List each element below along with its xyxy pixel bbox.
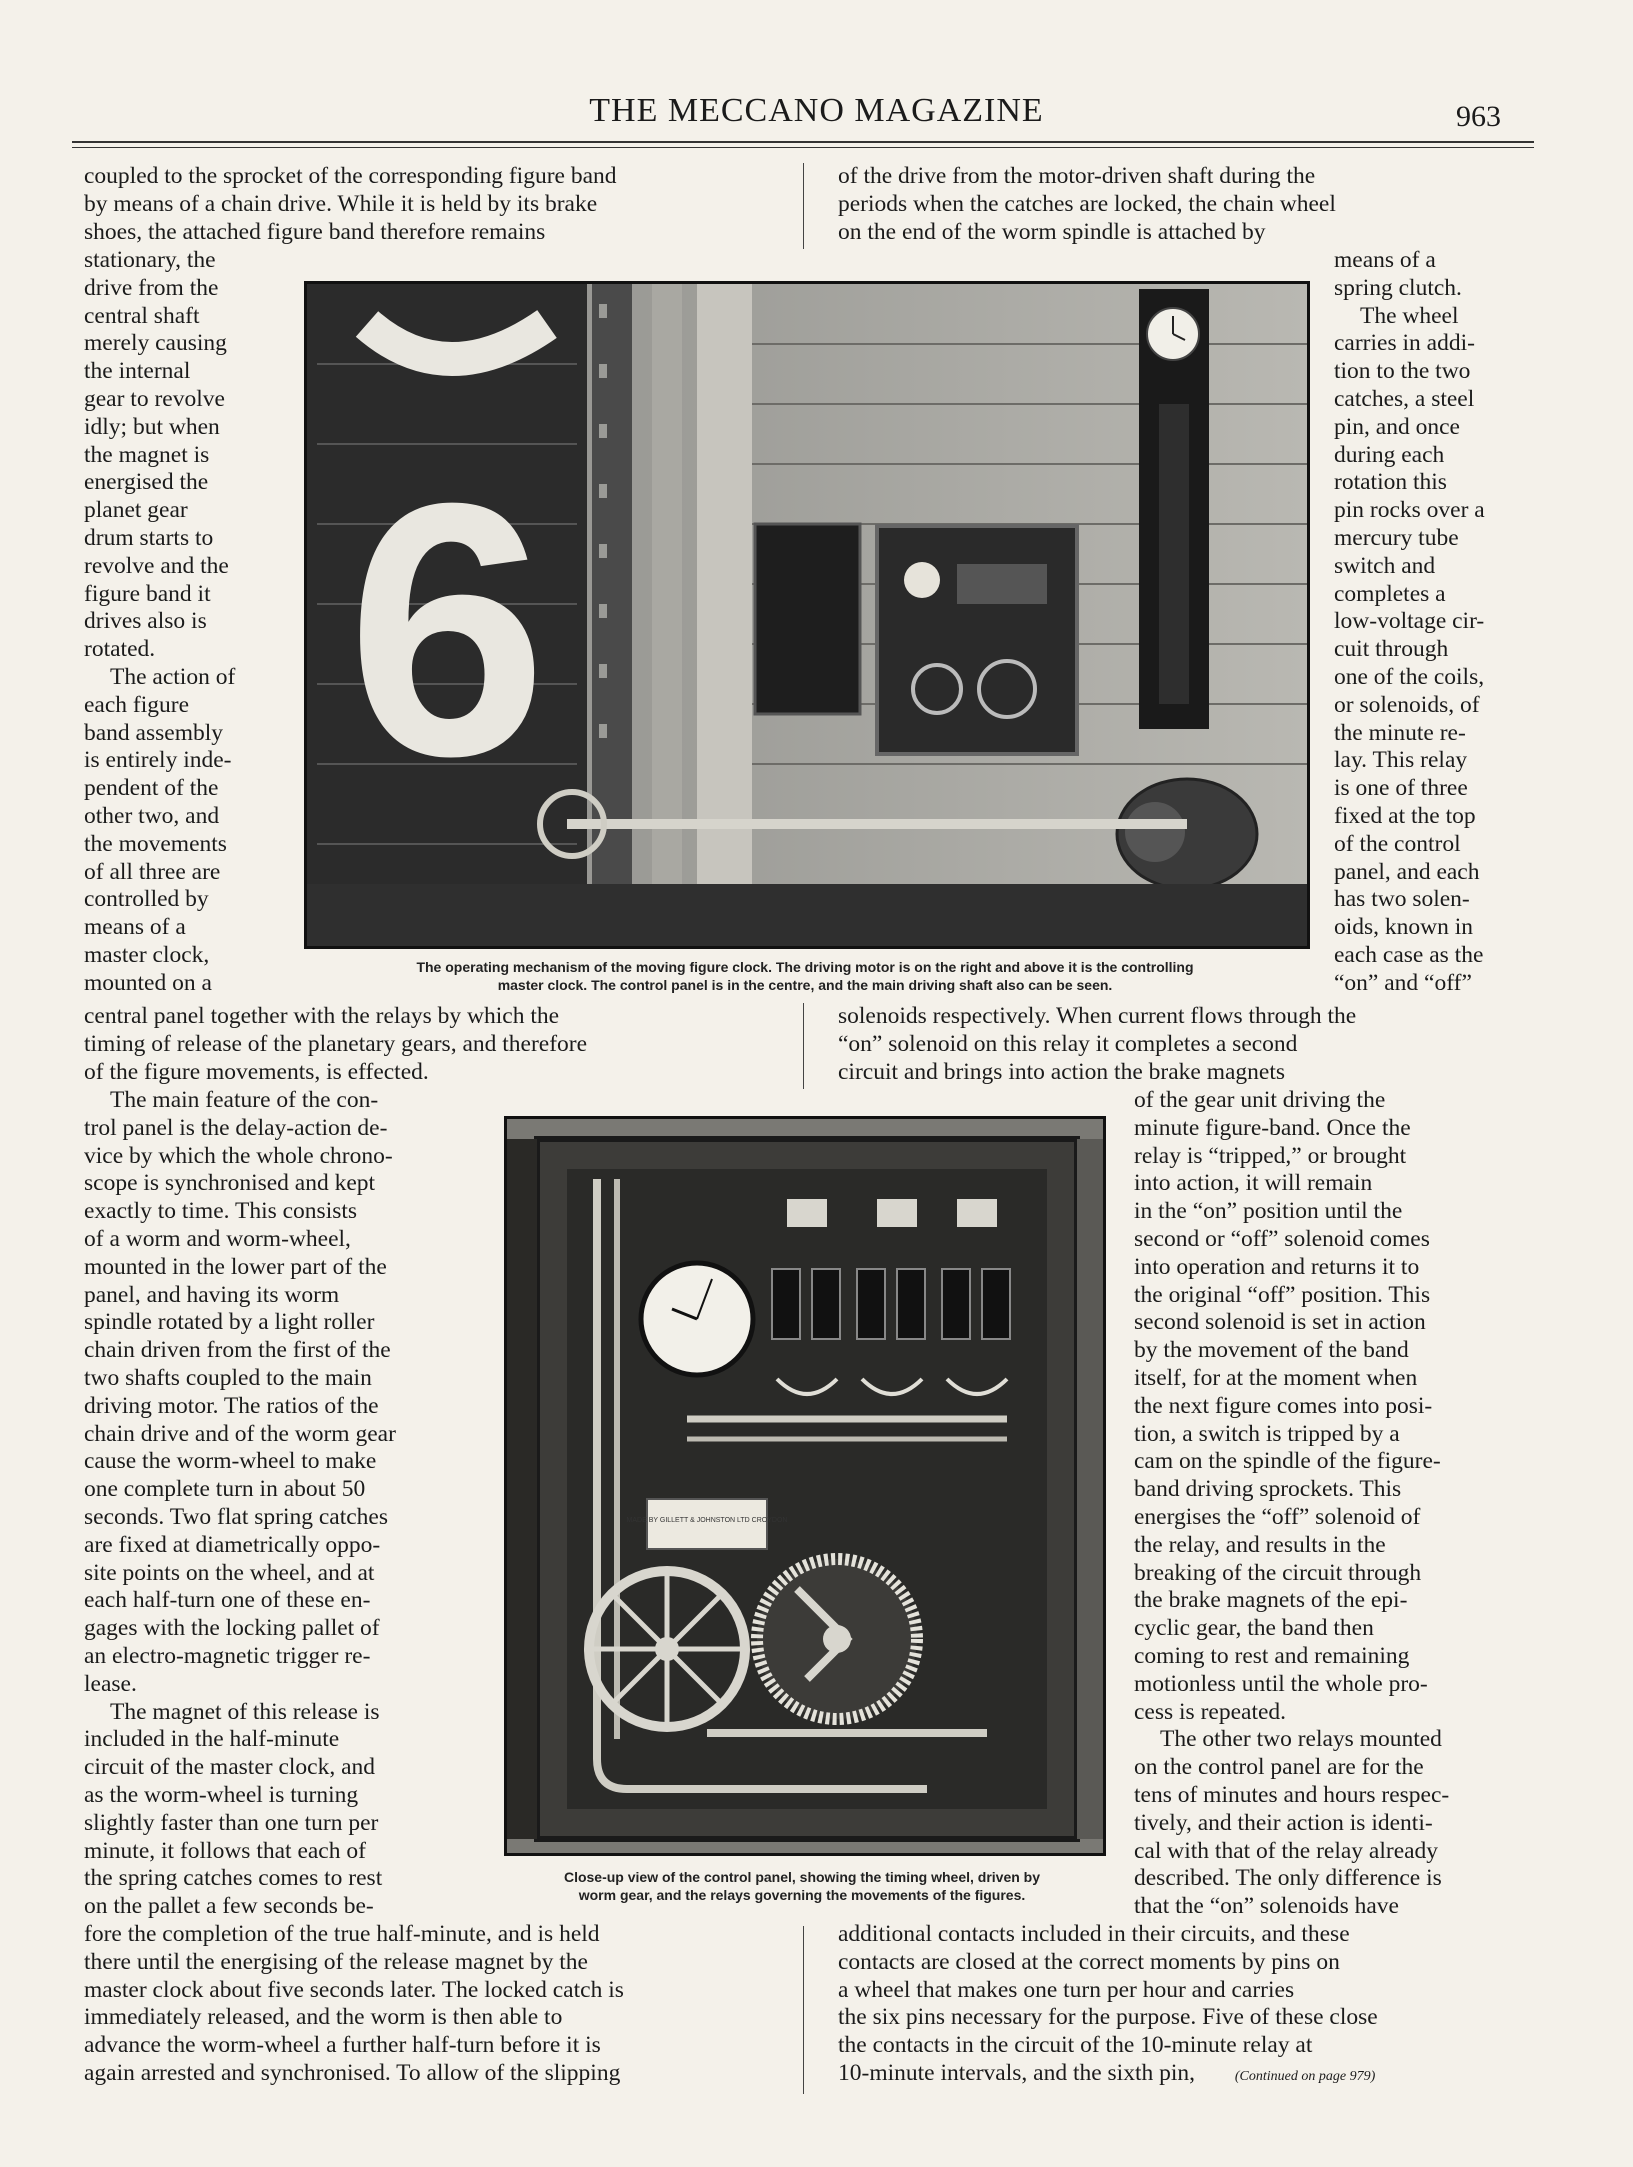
text-line: seconds. Two flat spring catches (84, 1503, 388, 1530)
caption-line: The operating mechanism of the moving figure clock. The driving motor is on the right and above it is the controlling (416, 959, 1194, 975)
text-line: fore the completion of the true half-minute, and is held (84, 1921, 600, 1947)
text-line: The wheel (1360, 302, 1459, 329)
text-line: low-voltage cir- (1334, 608, 1485, 635)
text-line: catches, a steel (1334, 385, 1475, 412)
maker-plate-text: MADE BY GILLETT & JOHNSTON LTD CROYDON (626, 1517, 788, 1524)
column-1-mid (84, 1003, 772, 1086)
text-line: mounted in the lower part of the (84, 1253, 387, 1280)
text-line: one of the coils, (1334, 663, 1485, 690)
text-line: spindle rotated by a light roller (84, 1309, 375, 1336)
text-line: minute figure-band. Once the (1134, 1114, 1411, 1141)
right-mid-column (1134, 1087, 1522, 1921)
text-line: other two, and (84, 802, 220, 829)
text-line: rotation this (1334, 469, 1447, 496)
text-line: periods when the catches are locked, the chain wheel (838, 190, 1336, 217)
text-line: advance the worm-wheel a further half-turn before it is (84, 2032, 601, 2059)
text-line: planet gear (84, 497, 188, 524)
text-line: in the “on” position until the (1134, 1198, 1403, 1225)
text-line: by means of a chain drive. While it is held by its brake (84, 190, 598, 217)
text-line (838, 2060, 1522, 2091)
text-line: relay is “tripped,” or brought (1134, 1142, 1407, 1169)
caption-line: Close-up view of the control panel, showing the timing wheel, driven by (563, 1869, 1041, 1885)
text-line: is one of three (1334, 775, 1468, 802)
column-divider (803, 163, 804, 249)
text-line: second or “off” solenoid comes (1134, 1225, 1430, 1252)
text-line: tion, a switch is tripped by a (1134, 1420, 1400, 1447)
text-line: motionless until the whole pro- (1134, 1670, 1428, 1697)
header-rule (72, 141, 1534, 143)
text-line: the movements (84, 830, 227, 857)
text-line: pin rocks over a (1334, 497, 1485, 524)
text-line: are fixed at diametrically oppo- (84, 1531, 381, 1558)
text-line: gear to revolve (84, 385, 225, 412)
text-line: The other two relays mounted (1160, 1726, 1442, 1753)
text-line: cuit through (1334, 636, 1449, 663)
figure-six: 6 (346, 429, 548, 831)
text-line: again arrested and synchronised. To allow of the slipping (84, 2059, 621, 2086)
text-line: immediately released, and the worm is then able to (84, 2004, 563, 2031)
text-line: means of a (1334, 247, 1436, 273)
text-line: chain drive and of the worm gear (84, 1420, 396, 1447)
text-line: the spring catches comes to rest (84, 1865, 383, 1892)
text-line: cause the worm-wheel to make (84, 1448, 377, 1475)
text-line: solenoids respectively. When current flows through the (838, 1003, 1357, 1029)
text-line: a wheel that makes one turn per hour and carries (838, 1976, 1295, 2003)
text-line: mercury tube (1334, 524, 1459, 551)
text-line: the original “off” position. This (1134, 1281, 1431, 1308)
text-line: of all three are (84, 858, 221, 885)
column-2-mid (838, 1003, 1522, 1086)
caption-line: worm gear, and the relays governing the movements of the figures. (578, 1887, 1026, 1903)
text-line: by the movement of the band (1134, 1337, 1409, 1364)
text-line: the internal (84, 358, 191, 385)
text-line: circuit of the master clock, and (84, 1754, 376, 1781)
text-line: cyclic gear, the band then (1134, 1615, 1374, 1642)
text-line: stationary, the (84, 247, 216, 273)
right-narrow-column (1334, 247, 1522, 998)
text-line: fixed at the top (1334, 802, 1476, 829)
left-mid-column (84, 1087, 472, 1921)
text-line: there until the energising of the release magnet by the (84, 1948, 588, 1975)
text-line: switch and (1334, 552, 1436, 579)
text-line: breaking of the circuit through (1134, 1559, 1422, 1586)
photo-mechanism (304, 281, 1310, 949)
text-line: gages with the locking pallet of (84, 1615, 380, 1642)
text-line: into action, it will remain (1134, 1170, 1373, 1197)
text-line: drives also is (84, 608, 207, 635)
text-line: included in the half-minute (84, 1726, 340, 1753)
text-line: The magnet of this release is (110, 1698, 380, 1725)
text-line: pendent of the (84, 775, 219, 802)
text-line: on the end of the worm spindle is attached by (838, 218, 1266, 245)
text-line: timing of release of the planetary gears, and therefore (84, 1030, 588, 1057)
text-line: means of a (84, 914, 186, 941)
page-number: 963 (1456, 100, 1501, 133)
text-line: into operation and returns it to (1134, 1253, 1420, 1280)
text-line: “on” solenoid on this relay it completes a second (838, 1030, 1298, 1057)
text-line: as the worm-wheel is turning (84, 1781, 359, 1808)
text-line: one complete turn in about 50 (84, 1476, 366, 1503)
text-line: master clock about five seconds later. The locked catch is (84, 1976, 624, 2003)
text-line: cam on the spindle of the figure- (1134, 1448, 1441, 1475)
text-line: the next figure comes into posi- (1134, 1392, 1433, 1419)
magazine-title: THE MECCANO MAGAZINE (589, 92, 1044, 129)
text-line: merely causing (84, 330, 227, 357)
text-line: idly; but when (84, 413, 220, 440)
text-line: of the gear unit driving the (1134, 1087, 1386, 1113)
text-line: of the figure movements, is effected. (84, 1058, 429, 1085)
text-line: energised the (84, 469, 209, 496)
text-line: figure band it (84, 580, 211, 607)
text-line: completes a (1334, 580, 1446, 607)
text-line: additional contacts included in their circuits, and these (838, 1921, 1350, 1947)
text-line: of the control (1334, 830, 1461, 857)
text-line: rotated. (84, 636, 156, 663)
text-line: slightly faster than one turn per (84, 1809, 379, 1836)
text-line: band driving sprockets. This (1134, 1476, 1402, 1503)
text-line: circuit and brings into action the brake magnets (838, 1058, 1286, 1085)
text-line: band assembly (84, 719, 224, 746)
text-line: during each (1334, 441, 1445, 468)
text-line: of the drive from the motor-driven shaft during the (838, 163, 1316, 189)
mechanism-illustration (307, 284, 1307, 946)
text-line: vice by which the whole chrono- (84, 1142, 393, 1169)
photo-control-panel (504, 1116, 1106, 1856)
continued-note[interactable]: (Continued on page 979) (1234, 2068, 1376, 2084)
text-line: the brake magnets of the epi- (1134, 1587, 1408, 1614)
text-line: spring clutch. (1334, 274, 1462, 301)
text-line: carries in addi- (1334, 330, 1475, 357)
text-line: tively, and their action is identi- (1134, 1809, 1433, 1836)
text-line: The main feature of the con- (110, 1087, 379, 1113)
text-line: the six pins necessary for the purpose. Five of these close (838, 2004, 1378, 2031)
text-line: coming to rest and remaining (1134, 1642, 1410, 1669)
text-line: shoes, the attached figure band therefore remains (84, 218, 546, 245)
text-line: The action of (110, 663, 236, 690)
caption-line: master clock. The control panel is in the centre, and the main driving shaft also can be seen. (497, 977, 1113, 993)
text-line: on the pallet a few seconds be- (84, 1893, 374, 1920)
text-line: tion to the two (1334, 358, 1471, 385)
text-line: the relay, and results in the (1134, 1531, 1386, 1558)
text-line: each figure (84, 691, 190, 718)
text-line: drum starts to (84, 524, 214, 551)
text-line: that the “on” solenoids have (1134, 1893, 1399, 1920)
text-line: site points on the wheel, and at (84, 1559, 375, 1586)
column-divider (803, 1003, 804, 1089)
text-line-last: 10-minute intervals, and the sixth pin, (838, 2059, 1196, 2086)
column-2-bottom (838, 1921, 1522, 2091)
text-line: is entirely inde- (84, 747, 232, 774)
text-line: cal with that of the relay already (1134, 1837, 1439, 1864)
text-line: each half-turn one of these en- (84, 1587, 371, 1614)
text-line: “on” and “off” (1334, 969, 1472, 996)
text-line: master clock, (84, 941, 210, 968)
control-panel-illustration (507, 1119, 1103, 1853)
text-line: on the control panel are for the (1134, 1754, 1424, 1781)
text-line: chain driven from the first of the (84, 1337, 391, 1364)
text-line: two shafts coupled to the main (84, 1364, 372, 1391)
text-line: lease. (84, 1670, 137, 1697)
text-line: exactly to time. This consists (84, 1198, 358, 1225)
text-line: energises the “off” solenoid of (1134, 1503, 1421, 1530)
text-line: mounted on a (84, 969, 212, 996)
text-line: trol panel is the delay-action de- (84, 1114, 388, 1141)
text-line: panel, and having its worm (84, 1281, 340, 1308)
text-line: drive from the (84, 274, 219, 301)
text-line: tens of minutes and hours respec- (1134, 1781, 1450, 1808)
text-line: itself, for at the moment when (1134, 1364, 1418, 1391)
text-line: cess is repeated. (1134, 1698, 1287, 1725)
column-divider (803, 1926, 804, 2094)
text-line: oids, known in (1334, 914, 1474, 941)
text-line: contacts are closed at the correct moments by pins on (838, 1948, 1340, 1975)
text-line: or solenoids, of (1334, 691, 1480, 718)
text-line: each case as the (1334, 941, 1484, 968)
column-1-bottom (84, 1921, 772, 2088)
text-line: driving motor. The ratios of the (84, 1392, 379, 1419)
text-line: an electro-magnetic trigger re- (84, 1642, 371, 1669)
header-rule-thin (72, 147, 1534, 148)
text-line: lay. This relay (1334, 747, 1468, 774)
text-line: revolve and the (84, 552, 229, 579)
text-line: panel, and each (1334, 858, 1480, 885)
column-2-top (838, 163, 1522, 246)
text-line: of a worm and worm-wheel, (84, 1225, 351, 1252)
text-line: the magnet is (84, 441, 210, 468)
text-line: scope is synchronised and kept (84, 1170, 376, 1197)
text-line: pin, and once (1334, 413, 1460, 440)
text-line: minute, it follows that each of (84, 1837, 366, 1864)
photo-caption-2 (494, 1868, 1110, 1904)
text-line: central panel together with the relays by which the (84, 1003, 560, 1029)
text-line: controlled by (84, 886, 209, 913)
text-line: second solenoid is set in action (1134, 1309, 1426, 1336)
left-narrow-column (84, 247, 274, 998)
text-line: has two solen- (1334, 886, 1470, 913)
text-line: the contacts in the circuit of the 10-minute relay at (838, 2032, 1313, 2059)
photo-caption-1 (300, 958, 1310, 994)
text-line: central shaft (84, 302, 200, 329)
text-line: described. The only difference is (1134, 1865, 1442, 1892)
column-1-top (84, 163, 772, 246)
text-line: the minute re- (1334, 719, 1466, 746)
text-line: coupled to the sprocket of the corresponding figure band (84, 163, 617, 189)
